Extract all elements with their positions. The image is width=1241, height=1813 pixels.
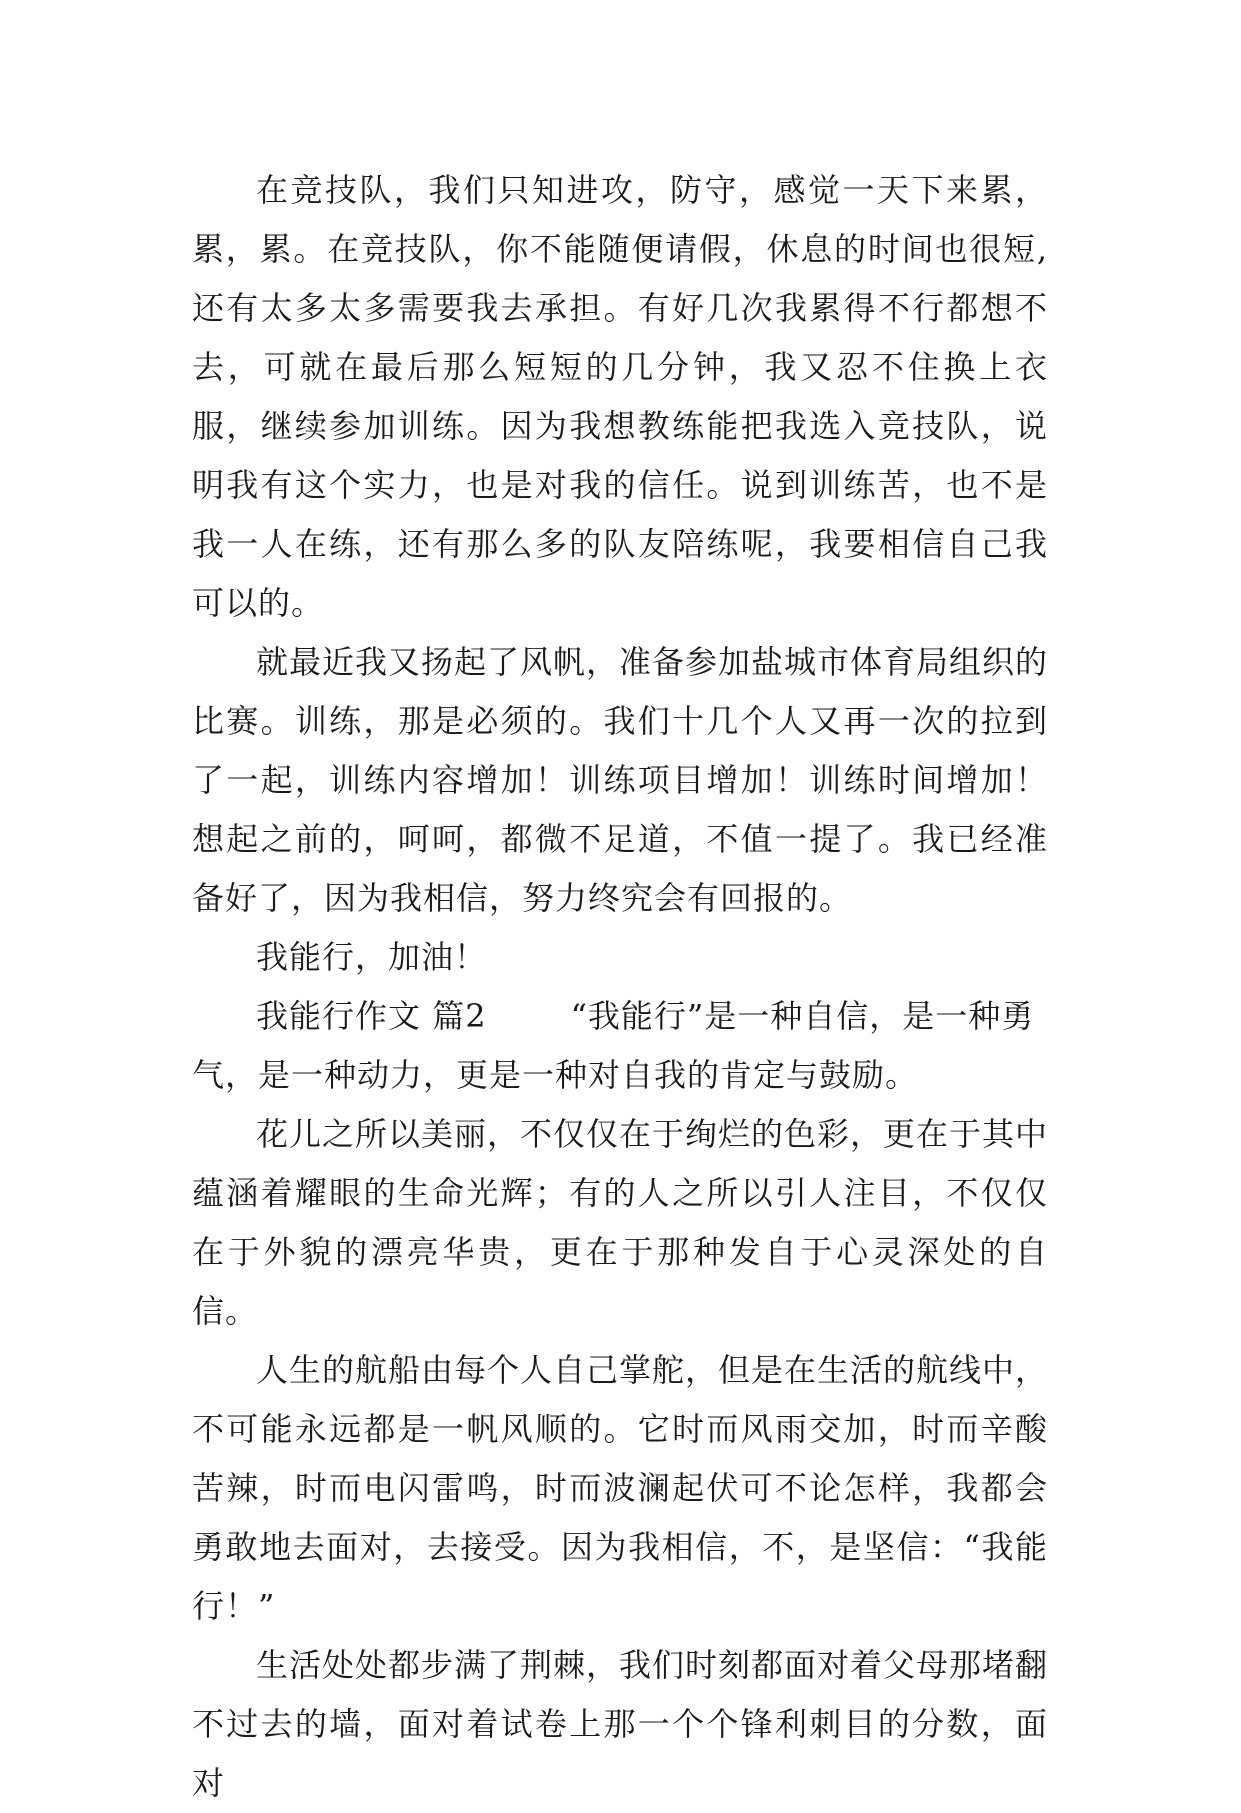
section-heading-line (192, 987, 1048, 1105)
paragraph-6: 生活处处都步满了荆棘，我们时刻都面对着父母那堵翻不过去的墙，面对着试卷上那一个个锋利刺目的分数，面对 (192, 1646, 1049, 1802)
document-body (192, 161, 1048, 1813)
paragraph-4: 花儿之所以美丽，不仅仅在于绚烂的色彩，更在于其中蕴涵着耀眼的生命光辉；有的人之所以引人注目，不仅仅在于外貌的漂亮华贵，更在于那种发自于心灵深处的自信。 (192, 1115, 1049, 1330)
section-number: 篇2 (432, 997, 487, 1035)
section-title: 我能行作文 (256, 997, 422, 1035)
section-intro-text: “我能行”是一种自信，是一种勇气，是一种动力，更是一种对自我的肯定与鼓励。 (192, 997, 1035, 1094)
paragraph-5: 人生的航船由每个人自己掌舵，但是在生活的航线中，不可能永远都是一帆风顺的。它时而风雨交加，时而辛酸苦辣，时而电闪雷鸣，时而波澜起伏可不论怎样，我都会勇敢地去面对，去接受。因为我相信，不，是坚信：“我能行！” (192, 1351, 1049, 1625)
paragraph-3: 我能行，加油！ (256, 938, 488, 976)
paragraph-2: 就最近我又扬起了风帆，准备参加盐城市体育局组织的比赛。训练，那是必须的。我们十几个人又再一次的拉到了一起，训练内容增加！训练项目增加！训练时间增加！想起之前的，呵呵，都微不足道，不值一提了。我已经准备好了，因为我相信，努力终究会有回报的。 (192, 643, 1049, 917)
paragraph-1: 在竞技队，我们只知进攻，防守，感觉一天下来累，累，累。在竞技队，你不能随便请假，休息的时间也很短,还有太多太多需要我去承担。有好几次我累得不行都想不去，可就在最后那么短短的几分钟，我又忍不住换上衣服，继续参加训练。因为我想教练能把我选入竞技队，说明我有这个实力，也是对我的信任。说到训练苦，也不是我一人在练，还有那么多的队友陪练呢，我要相信自己我可以的。 (192, 171, 1048, 622)
